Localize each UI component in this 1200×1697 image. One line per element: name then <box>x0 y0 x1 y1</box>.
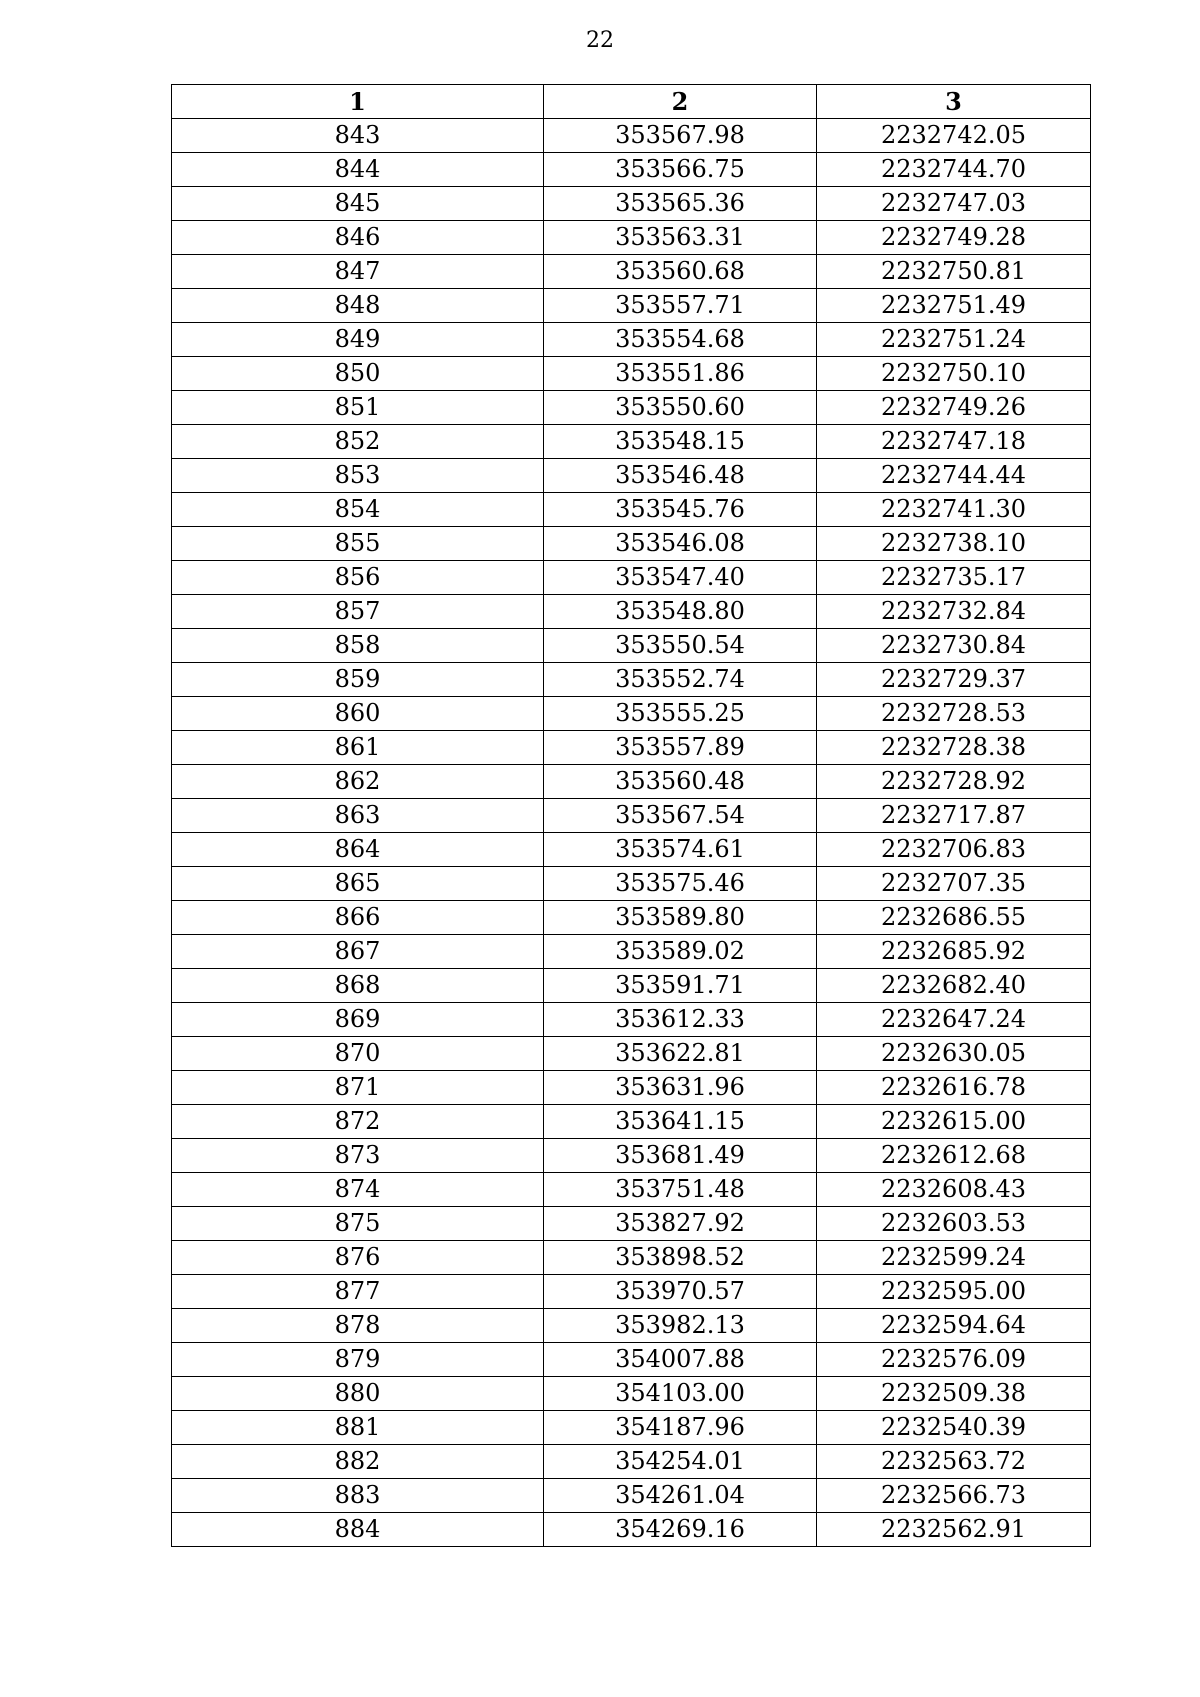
y-coordinate-cell: 2232685.92 <box>817 935 1091 969</box>
table-row <box>172 357 1091 391</box>
point-number-cell: 869 <box>172 1003 544 1037</box>
x-coordinate-cell: 353552.74 <box>544 663 817 697</box>
x-coordinate-cell: 353550.54 <box>544 629 817 663</box>
x-coordinate-cell: 353589.80 <box>544 901 817 935</box>
point-number-cell: 868 <box>172 969 544 1003</box>
point-number-cell: 859 <box>172 663 544 697</box>
y-coordinate-cell: 2232595.00 <box>817 1275 1091 1309</box>
y-coordinate-cell: 2232682.40 <box>817 969 1091 1003</box>
point-number-cell: 870 <box>172 1037 544 1071</box>
column-header-2: 2 <box>544 85 817 119</box>
x-coordinate-cell: 353548.15 <box>544 425 817 459</box>
table-row <box>172 221 1091 255</box>
y-coordinate-cell: 2232751.49 <box>817 289 1091 323</box>
table-row <box>172 289 1091 323</box>
table-row <box>172 765 1091 799</box>
table-header <box>172 85 1091 119</box>
x-coordinate-cell: 353612.33 <box>544 1003 817 1037</box>
point-number-cell: 876 <box>172 1241 544 1275</box>
x-coordinate-cell: 353567.54 <box>544 799 817 833</box>
point-number-cell: 843 <box>172 119 544 153</box>
x-coordinate-cell: 354187.96 <box>544 1411 817 1445</box>
x-coordinate-cell: 353631.96 <box>544 1071 817 1105</box>
point-number-cell: 875 <box>172 1207 544 1241</box>
table-row <box>172 187 1091 221</box>
y-coordinate-cell: 2232540.39 <box>817 1411 1091 1445</box>
y-coordinate-cell: 2232747.18 <box>817 425 1091 459</box>
y-coordinate-cell: 2232735.17 <box>817 561 1091 595</box>
header-row <box>172 85 1091 119</box>
table-row <box>172 1173 1091 1207</box>
table-row <box>172 1241 1091 1275</box>
point-number-cell: 844 <box>172 153 544 187</box>
y-coordinate-cell: 2232707.35 <box>817 867 1091 901</box>
x-coordinate-cell: 353546.48 <box>544 459 817 493</box>
point-number-cell: 856 <box>172 561 544 595</box>
point-number-cell: 852 <box>172 425 544 459</box>
table-row <box>172 731 1091 765</box>
y-coordinate-cell: 2232732.84 <box>817 595 1091 629</box>
point-number-cell: 865 <box>172 867 544 901</box>
table-row <box>172 1343 1091 1377</box>
x-coordinate-cell: 353622.81 <box>544 1037 817 1071</box>
x-coordinate-cell: 353547.40 <box>544 561 817 595</box>
table-row <box>172 1445 1091 1479</box>
x-coordinate-cell: 353567.98 <box>544 119 817 153</box>
x-coordinate-cell: 353575.46 <box>544 867 817 901</box>
point-number-cell: 858 <box>172 629 544 663</box>
y-coordinate-cell: 2232747.03 <box>817 187 1091 221</box>
point-number-cell: 851 <box>172 391 544 425</box>
y-coordinate-cell: 2232730.84 <box>817 629 1091 663</box>
y-coordinate-cell: 2232563.72 <box>817 1445 1091 1479</box>
table-row <box>172 1003 1091 1037</box>
table-row <box>172 1071 1091 1105</box>
point-number-cell: 847 <box>172 255 544 289</box>
y-coordinate-cell: 2232742.05 <box>817 119 1091 153</box>
table-row <box>172 833 1091 867</box>
point-number-cell: 881 <box>172 1411 544 1445</box>
column-header-1: 1 <box>172 85 544 119</box>
x-coordinate-cell: 353566.75 <box>544 153 817 187</box>
point-number-cell: 883 <box>172 1479 544 1513</box>
x-coordinate-cell: 353898.52 <box>544 1241 817 1275</box>
table-row <box>172 1105 1091 1139</box>
table-row <box>172 323 1091 357</box>
y-coordinate-cell: 2232744.44 <box>817 459 1091 493</box>
table-row <box>172 561 1091 595</box>
point-number-cell: 872 <box>172 1105 544 1139</box>
table-row <box>172 1139 1091 1173</box>
table-row <box>172 1377 1091 1411</box>
table-row <box>172 493 1091 527</box>
x-coordinate-cell: 353565.36 <box>544 187 817 221</box>
point-number-cell: 845 <box>172 187 544 221</box>
y-coordinate-cell: 2232612.68 <box>817 1139 1091 1173</box>
table-row <box>172 1275 1091 1309</box>
y-coordinate-cell: 2232744.70 <box>817 153 1091 187</box>
table-row <box>172 119 1091 153</box>
point-number-cell: 877 <box>172 1275 544 1309</box>
x-coordinate-cell: 353574.61 <box>544 833 817 867</box>
x-coordinate-cell: 353560.48 <box>544 765 817 799</box>
y-coordinate-cell: 2232566.73 <box>817 1479 1091 1513</box>
table-row <box>172 901 1091 935</box>
y-coordinate-cell: 2232576.09 <box>817 1343 1091 1377</box>
y-coordinate-cell: 2232706.83 <box>817 833 1091 867</box>
x-coordinate-cell: 353641.15 <box>544 1105 817 1139</box>
y-coordinate-cell: 2232562.91 <box>817 1513 1091 1547</box>
point-number-cell: 846 <box>172 221 544 255</box>
y-coordinate-cell: 2232509.38 <box>817 1377 1091 1411</box>
x-coordinate-cell: 353681.49 <box>544 1139 817 1173</box>
point-number-cell: 867 <box>172 935 544 969</box>
y-coordinate-cell: 2232615.00 <box>817 1105 1091 1139</box>
x-coordinate-cell: 353591.71 <box>544 969 817 1003</box>
point-number-cell: 864 <box>172 833 544 867</box>
table-body <box>172 119 1091 1547</box>
table-row <box>172 799 1091 833</box>
table-row <box>172 935 1091 969</box>
x-coordinate-cell: 354254.01 <box>544 1445 817 1479</box>
table-row <box>172 391 1091 425</box>
table-row <box>172 153 1091 187</box>
y-coordinate-cell: 2232728.53 <box>817 697 1091 731</box>
table-row <box>172 629 1091 663</box>
x-coordinate-cell: 353550.60 <box>544 391 817 425</box>
x-coordinate-cell: 353554.68 <box>544 323 817 357</box>
table-row <box>172 459 1091 493</box>
y-coordinate-cell: 2232717.87 <box>817 799 1091 833</box>
table-row <box>172 1411 1091 1445</box>
table-row <box>172 1309 1091 1343</box>
y-coordinate-cell: 2232599.24 <box>817 1241 1091 1275</box>
point-number-cell: 848 <box>172 289 544 323</box>
y-coordinate-cell: 2232616.78 <box>817 1071 1091 1105</box>
point-number-cell: 879 <box>172 1343 544 1377</box>
table-row <box>172 663 1091 697</box>
table-row <box>172 1479 1091 1513</box>
x-coordinate-cell: 353545.76 <box>544 493 817 527</box>
table-row <box>172 1037 1091 1071</box>
point-number-cell: 861 <box>172 731 544 765</box>
x-coordinate-cell: 353551.86 <box>544 357 817 391</box>
x-coordinate-cell: 354007.88 <box>544 1343 817 1377</box>
x-coordinate-cell: 353827.92 <box>544 1207 817 1241</box>
y-coordinate-cell: 2232603.53 <box>817 1207 1091 1241</box>
point-number-cell: 884 <box>172 1513 544 1547</box>
x-coordinate-cell: 353982.13 <box>544 1309 817 1343</box>
point-number-cell: 857 <box>172 595 544 629</box>
point-number-cell: 866 <box>172 901 544 935</box>
point-number-cell: 874 <box>172 1173 544 1207</box>
y-coordinate-cell: 2232728.38 <box>817 731 1091 765</box>
point-number-cell: 878 <box>172 1309 544 1343</box>
table-row <box>172 1513 1091 1547</box>
y-coordinate-cell: 2232750.10 <box>817 357 1091 391</box>
y-coordinate-cell: 2232686.55 <box>817 901 1091 935</box>
y-coordinate-cell: 2232630.05 <box>817 1037 1091 1071</box>
y-coordinate-cell: 2232647.24 <box>817 1003 1091 1037</box>
y-coordinate-cell: 2232608.43 <box>817 1173 1091 1207</box>
point-number-cell: 855 <box>172 527 544 561</box>
table-row <box>172 697 1091 731</box>
point-number-cell: 849 <box>172 323 544 357</box>
point-number-cell: 862 <box>172 765 544 799</box>
point-number-cell: 882 <box>172 1445 544 1479</box>
y-coordinate-cell: 2232749.28 <box>817 221 1091 255</box>
point-number-cell: 853 <box>172 459 544 493</box>
point-number-cell: 873 <box>172 1139 544 1173</box>
x-coordinate-cell: 353555.25 <box>544 697 817 731</box>
coordinates-table <box>171 84 1091 1547</box>
x-coordinate-cell: 353563.31 <box>544 221 817 255</box>
table-row <box>172 425 1091 459</box>
point-number-cell: 863 <box>172 799 544 833</box>
point-number-cell: 860 <box>172 697 544 731</box>
y-coordinate-cell: 2232594.64 <box>817 1309 1091 1343</box>
table-row <box>172 595 1091 629</box>
point-number-cell: 871 <box>172 1071 544 1105</box>
y-coordinate-cell: 2232749.26 <box>817 391 1091 425</box>
point-number-cell: 850 <box>172 357 544 391</box>
table-row <box>172 1207 1091 1241</box>
y-coordinate-cell: 2232738.10 <box>817 527 1091 561</box>
table-row <box>172 969 1091 1003</box>
x-coordinate-cell: 353589.02 <box>544 935 817 969</box>
y-coordinate-cell: 2232728.92 <box>817 765 1091 799</box>
x-coordinate-cell: 353557.71 <box>544 289 817 323</box>
y-coordinate-cell: 2232750.81 <box>817 255 1091 289</box>
x-coordinate-cell: 353548.80 <box>544 595 817 629</box>
x-coordinate-cell: 354103.00 <box>544 1377 817 1411</box>
y-coordinate-cell: 2232751.24 <box>817 323 1091 357</box>
x-coordinate-cell: 353546.08 <box>544 527 817 561</box>
table-row <box>172 527 1091 561</box>
y-coordinate-cell: 2232729.37 <box>817 663 1091 697</box>
column-header-3: 3 <box>817 85 1091 119</box>
point-number-cell: 854 <box>172 493 544 527</box>
point-number-cell: 880 <box>172 1377 544 1411</box>
page-number: 22 <box>586 28 614 53</box>
x-coordinate-cell: 353560.68 <box>544 255 817 289</box>
table-row <box>172 867 1091 901</box>
y-coordinate-cell: 2232741.30 <box>817 493 1091 527</box>
x-coordinate-cell: 353557.89 <box>544 731 817 765</box>
x-coordinate-cell: 354269.16 <box>544 1513 817 1547</box>
x-coordinate-cell: 353970.57 <box>544 1275 817 1309</box>
x-coordinate-cell: 353751.48 <box>544 1173 817 1207</box>
table-row <box>172 255 1091 289</box>
x-coordinate-cell: 354261.04 <box>544 1479 817 1513</box>
